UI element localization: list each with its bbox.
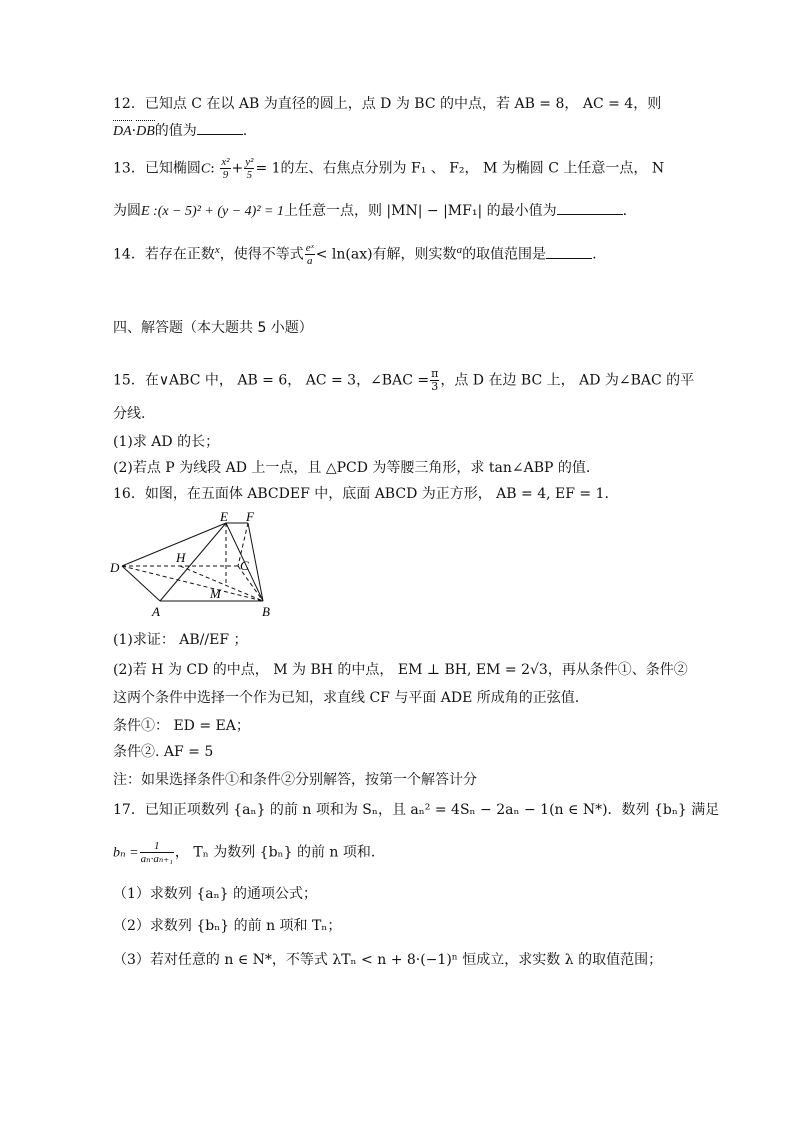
q12-vector-db: DB — [136, 122, 155, 142]
q14-inequality: < ln(ax) — [315, 246, 373, 263]
label-b: B — [262, 604, 270, 619]
q13-fraction-x: $\frac{\text{x²}}{9}$ — [221, 156, 230, 181]
q13-period: . — [622, 203, 628, 219]
section-title: 四、解答题（本大题共 5 小题） — [113, 320, 313, 336]
q17-part3: （3）若对任意的 n ∈ N*，不等式 λTₙ < n + 8·(−1)ⁿ 恒成立，求实数 λ 的取值范围； — [113, 952, 663, 968]
q15-part1: (1)求 AD 的长； — [113, 434, 220, 450]
q13-equals-one: = 1 — [255, 160, 281, 177]
label-a: A — [152, 604, 160, 619]
q13-text-c: 上任意一点，则 |MN| − |MF₁| 的最小值为 — [283, 203, 557, 219]
q15-text-a: 15．在∨ABC 中， AB = 6， AC = 3，∠BAC = — [113, 372, 430, 389]
q14-line — [113, 242, 597, 267]
q14-text-c: 有解，则实数 — [372, 246, 457, 263]
label-d: D — [110, 560, 120, 575]
label-m: M — [210, 586, 221, 601]
edge-de — [122, 523, 226, 566]
q13-line2 — [113, 200, 627, 222]
edge-da — [122, 566, 160, 601]
q16-line1: 16．如图，在五面体 ABCDEF 中，底面 ABCD 为正方形， AB = 4, EF = 1. — [113, 486, 609, 502]
q13-intro: 13．已知椭圆 — [113, 160, 201, 177]
q13-plus: + — [231, 160, 244, 177]
q12-text: 12．已知点 C 在以 AB 为直径的圆上，点 D 为 BC 的中点，若 AB = 8， AC = 4，则 — [113, 96, 662, 112]
q13-text-b: 的左、右焦点分别为 F₁ 、 F₂， M 为椭圆 C 上任意一点， N — [280, 160, 665, 177]
q16-part2-line1: (2)若 H 为 CD 的中点， M 为 BH 的中点， EM ⊥ BH, EM = 2√3，再从条件①、条件② — [113, 662, 688, 678]
q17-part2: （2）求数列 {bₙ} 的前 n 项和 Tₙ； — [113, 918, 342, 934]
edge-fb — [248, 523, 263, 601]
q17-line1: 17．已知正项数列 {aₙ} 的前 n 项和为 Sₙ，且 aₙ² = 4Sₙ − 2aₙ − 1(n ∈ N*)．数列 {bₙ} 满足 — [113, 802, 720, 818]
q14-answer-blank[interactable] — [546, 244, 592, 259]
q12-tail: 的值为 — [154, 123, 197, 139]
q16-part1: (1)求证： AB//EF ； — [113, 632, 248, 648]
q14-period: . — [592, 246, 597, 263]
label-c: C — [240, 558, 249, 573]
q16-part2-line2: 这两个条件中选择一个作为已知，求直线 CF 与平面 ADE 所成角的正弦值. — [113, 690, 580, 706]
q17-fraction: $\frac{1}{\text{aₙ·aₙ₊₁}}$ — [140, 840, 173, 865]
q14-var-x: x — [214, 243, 220, 256]
q12-dot: · — [131, 123, 137, 139]
q15-part2: (2)若点 P 为线段 AD 上一点，且 △PCD 为等腰三角形，求 tan∠ABP 的值. — [113, 460, 591, 476]
q16-condition1: 条件①： ED = EA； — [113, 718, 250, 734]
q17-text-b: ， Tₙ 为数列 {bₙ} 的前 n 项和. — [174, 844, 376, 861]
q13-ellipse-name: C — [200, 161, 211, 177]
q15-fraction: $\frac{\pi}{3}$ — [431, 367, 439, 393]
q14-text-b: ，使得不等式 — [219, 246, 304, 263]
label-h: H — [176, 550, 186, 565]
q12-line2: DA·DB的值为 . — [113, 120, 247, 142]
q14-var-a: a — [456, 243, 463, 256]
q12-vector-da: DA — [113, 122, 132, 142]
q13-line1: 13．已知椭圆C: $\frac{\text{x²}}{9}$ + $\frac{\text{y²}}{5}$ = 1的左、右焦点分别为 F₁ 、 F₂， M 为椭圆 C 上任意一点， N — [113, 156, 665, 181]
label-f: F — [246, 510, 254, 524]
q15-text-b: ，点 D 在边 BC 上， AD 为∠BAC 的平 — [440, 372, 695, 389]
q16-condition2: 条件②. AF = 5 — [113, 744, 214, 760]
q15-line1 — [113, 368, 694, 393]
pentahedron-figure — [110, 510, 290, 622]
label-e: E — [220, 510, 228, 524]
q17-line2 — [113, 840, 375, 865]
q14-text-d: 的取值范围是 — [462, 246, 547, 263]
q13-fraction-y: $\frac{\text{y²}}{5}$ — [245, 156, 254, 181]
q13-answer-blank[interactable] — [557, 200, 623, 215]
q13-circle-intro: 为圆 — [113, 203, 141, 219]
q15-line2: 分线. — [113, 406, 146, 422]
q14-intro: 14．若存在正数 — [113, 246, 215, 263]
q16-note: 注：如果选择条件①和条件②分别解答，按第一个解答计分 — [113, 772, 477, 788]
q13-circle-equation: E :(x − 5)² + (y − 4)² = 1 — [141, 204, 284, 219]
q12-answer-blank[interactable] — [197, 120, 243, 135]
q17-bn-def: bₙ = — [113, 845, 139, 861]
q14-fraction: $\frac{\text{eˣ}}{a}$ — [305, 242, 314, 267]
q12-line1 — [113, 94, 661, 114]
q17-part1: （1）求数列 {aₙ} 的通项公式； — [113, 886, 318, 902]
